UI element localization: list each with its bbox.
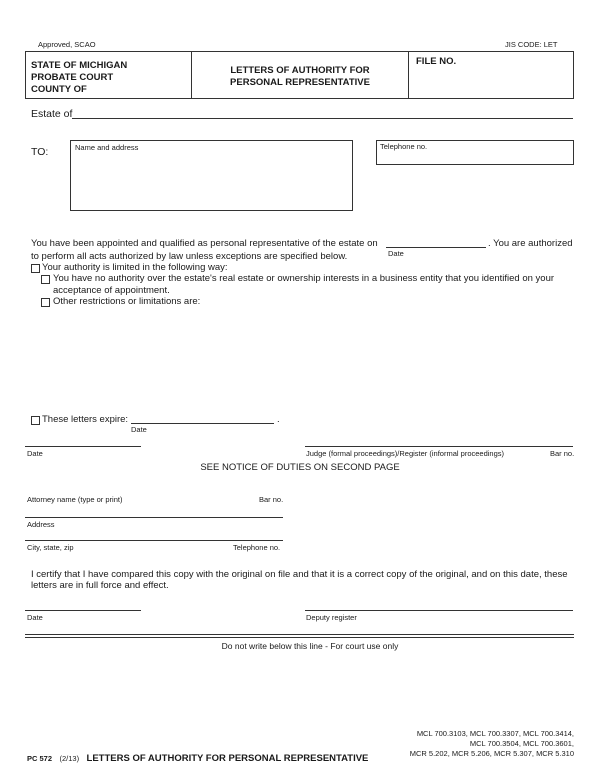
footer-form-id bbox=[27, 748, 368, 766]
sign-date-field[interactable] bbox=[25, 446, 141, 447]
footer-refs-line1: MCL 700.3103, MCL 700.3307, MCL 700.3414, bbox=[416, 729, 574, 738]
attorney-bar-label: Bar no. bbox=[259, 495, 284, 504]
court-line-state: STATE OF MICHIGAN bbox=[31, 60, 128, 71]
footer-form-title: LETTERS OF AUTHORITY FOR PERSONAL REPRESENTATIVE bbox=[86, 753, 369, 764]
attorney-name-label: Attorney name (type or print) bbox=[27, 495, 123, 504]
estate-of-field[interactable] bbox=[72, 118, 573, 119]
court-use-divider-top bbox=[25, 634, 574, 635]
court-use-text: Do not write below this line - For court use only bbox=[221, 641, 399, 651]
other-restrictions-label: Other restrictions or limitations are: bbox=[53, 296, 201, 307]
form-title bbox=[192, 65, 408, 89]
name-address-label: Name and address bbox=[75, 143, 139, 152]
expire-date-label: Date bbox=[131, 425, 147, 434]
deputy-label: Deputy register bbox=[306, 613, 357, 622]
form-title-line1: LETTERS OF AUTHORITY FOR bbox=[230, 65, 370, 76]
attorney-name-field[interactable] bbox=[25, 517, 283, 518]
expire-checkbox[interactable] bbox=[31, 416, 40, 425]
attorney-telephone-label: Telephone no. bbox=[233, 543, 281, 552]
judge-label: Judge (formal proceedings)/Register (informal proceedings) bbox=[306, 449, 505, 458]
certify-date-label: Date bbox=[27, 613, 43, 622]
deputy-signature-field[interactable] bbox=[305, 610, 573, 611]
attorney-address-label: Address bbox=[27, 520, 55, 529]
judge-bar-label: Bar no. bbox=[550, 449, 575, 458]
court-use-divider-bottom bbox=[25, 637, 574, 638]
appointment-date-field[interactable] bbox=[386, 247, 486, 248]
estate-of-label: Estate of bbox=[31, 108, 73, 120]
court-heading bbox=[31, 60, 127, 96]
expire-label: These letters expire: bbox=[42, 414, 129, 425]
to-label: TO: bbox=[31, 146, 49, 158]
appointment-text-line2: to perform all acts authorized by law unless exceptions are specified below. bbox=[31, 251, 348, 262]
form-title-line2: PERSONAL REPRESENTATIVE bbox=[230, 77, 370, 88]
footer-refs-line2: MCL 700.3504, MCL 700.3601, bbox=[469, 739, 574, 748]
footer-form-no: PC 572 bbox=[27, 754, 53, 763]
expire-date-field[interactable] bbox=[131, 423, 274, 424]
attorney-city-label: City, state, zip bbox=[27, 543, 74, 552]
file-no-label: FILE NO. bbox=[416, 56, 457, 67]
court-line-county: COUNTY OF bbox=[31, 84, 87, 95]
certify-date-field[interactable] bbox=[25, 610, 141, 611]
footer-references bbox=[370, 729, 574, 759]
court-line-probate: PROBATE COURT bbox=[31, 72, 114, 83]
limited-authority-checkbox[interactable] bbox=[31, 264, 40, 273]
judge-signature-field[interactable] bbox=[305, 446, 573, 447]
sign-date-label: Date bbox=[27, 449, 43, 458]
expire-period: . bbox=[277, 414, 280, 425]
attorney-address-field[interactable] bbox=[25, 540, 283, 541]
footer-revision: (2/13) bbox=[59, 754, 80, 763]
appointment-date-label: Date bbox=[388, 249, 404, 258]
telephone-label: Telephone no. bbox=[380, 142, 428, 151]
limited-authority-label: Your authority is limited in the following way: bbox=[42, 262, 228, 273]
no-authority-label-line2: acceptance of appointment. bbox=[53, 285, 170, 296]
footer-refs-line3: MCR 5.202, MCR 5.206, MCR 5.307, MCR 5.310 bbox=[409, 749, 574, 758]
jis-code-label: JIS CODE: LET bbox=[505, 40, 558, 49]
notice-text: SEE NOTICE OF DUTIES ON SECOND PAGE bbox=[200, 462, 400, 473]
appointment-text-line1-end: . You are authorized bbox=[488, 238, 573, 249]
other-restrictions-checkbox[interactable] bbox=[41, 298, 50, 307]
no-authority-checkbox[interactable] bbox=[41, 275, 50, 284]
no-authority-label-line1: You have no authority over the estate's real estate or ownership interests in a business entity that you identified on your bbox=[53, 273, 555, 284]
certify-text-line2: letters are in full force and effect. bbox=[31, 580, 169, 591]
appointment-text-line1: You have been appointed and qualified as personal representative of the estate on bbox=[31, 238, 378, 249]
certify-text-line1: I certify that I have compared this copy with the original on file and that it is a correct copy of the original, and on this date, these bbox=[31, 569, 568, 580]
approved-label: Approved, SCAO bbox=[38, 40, 96, 49]
